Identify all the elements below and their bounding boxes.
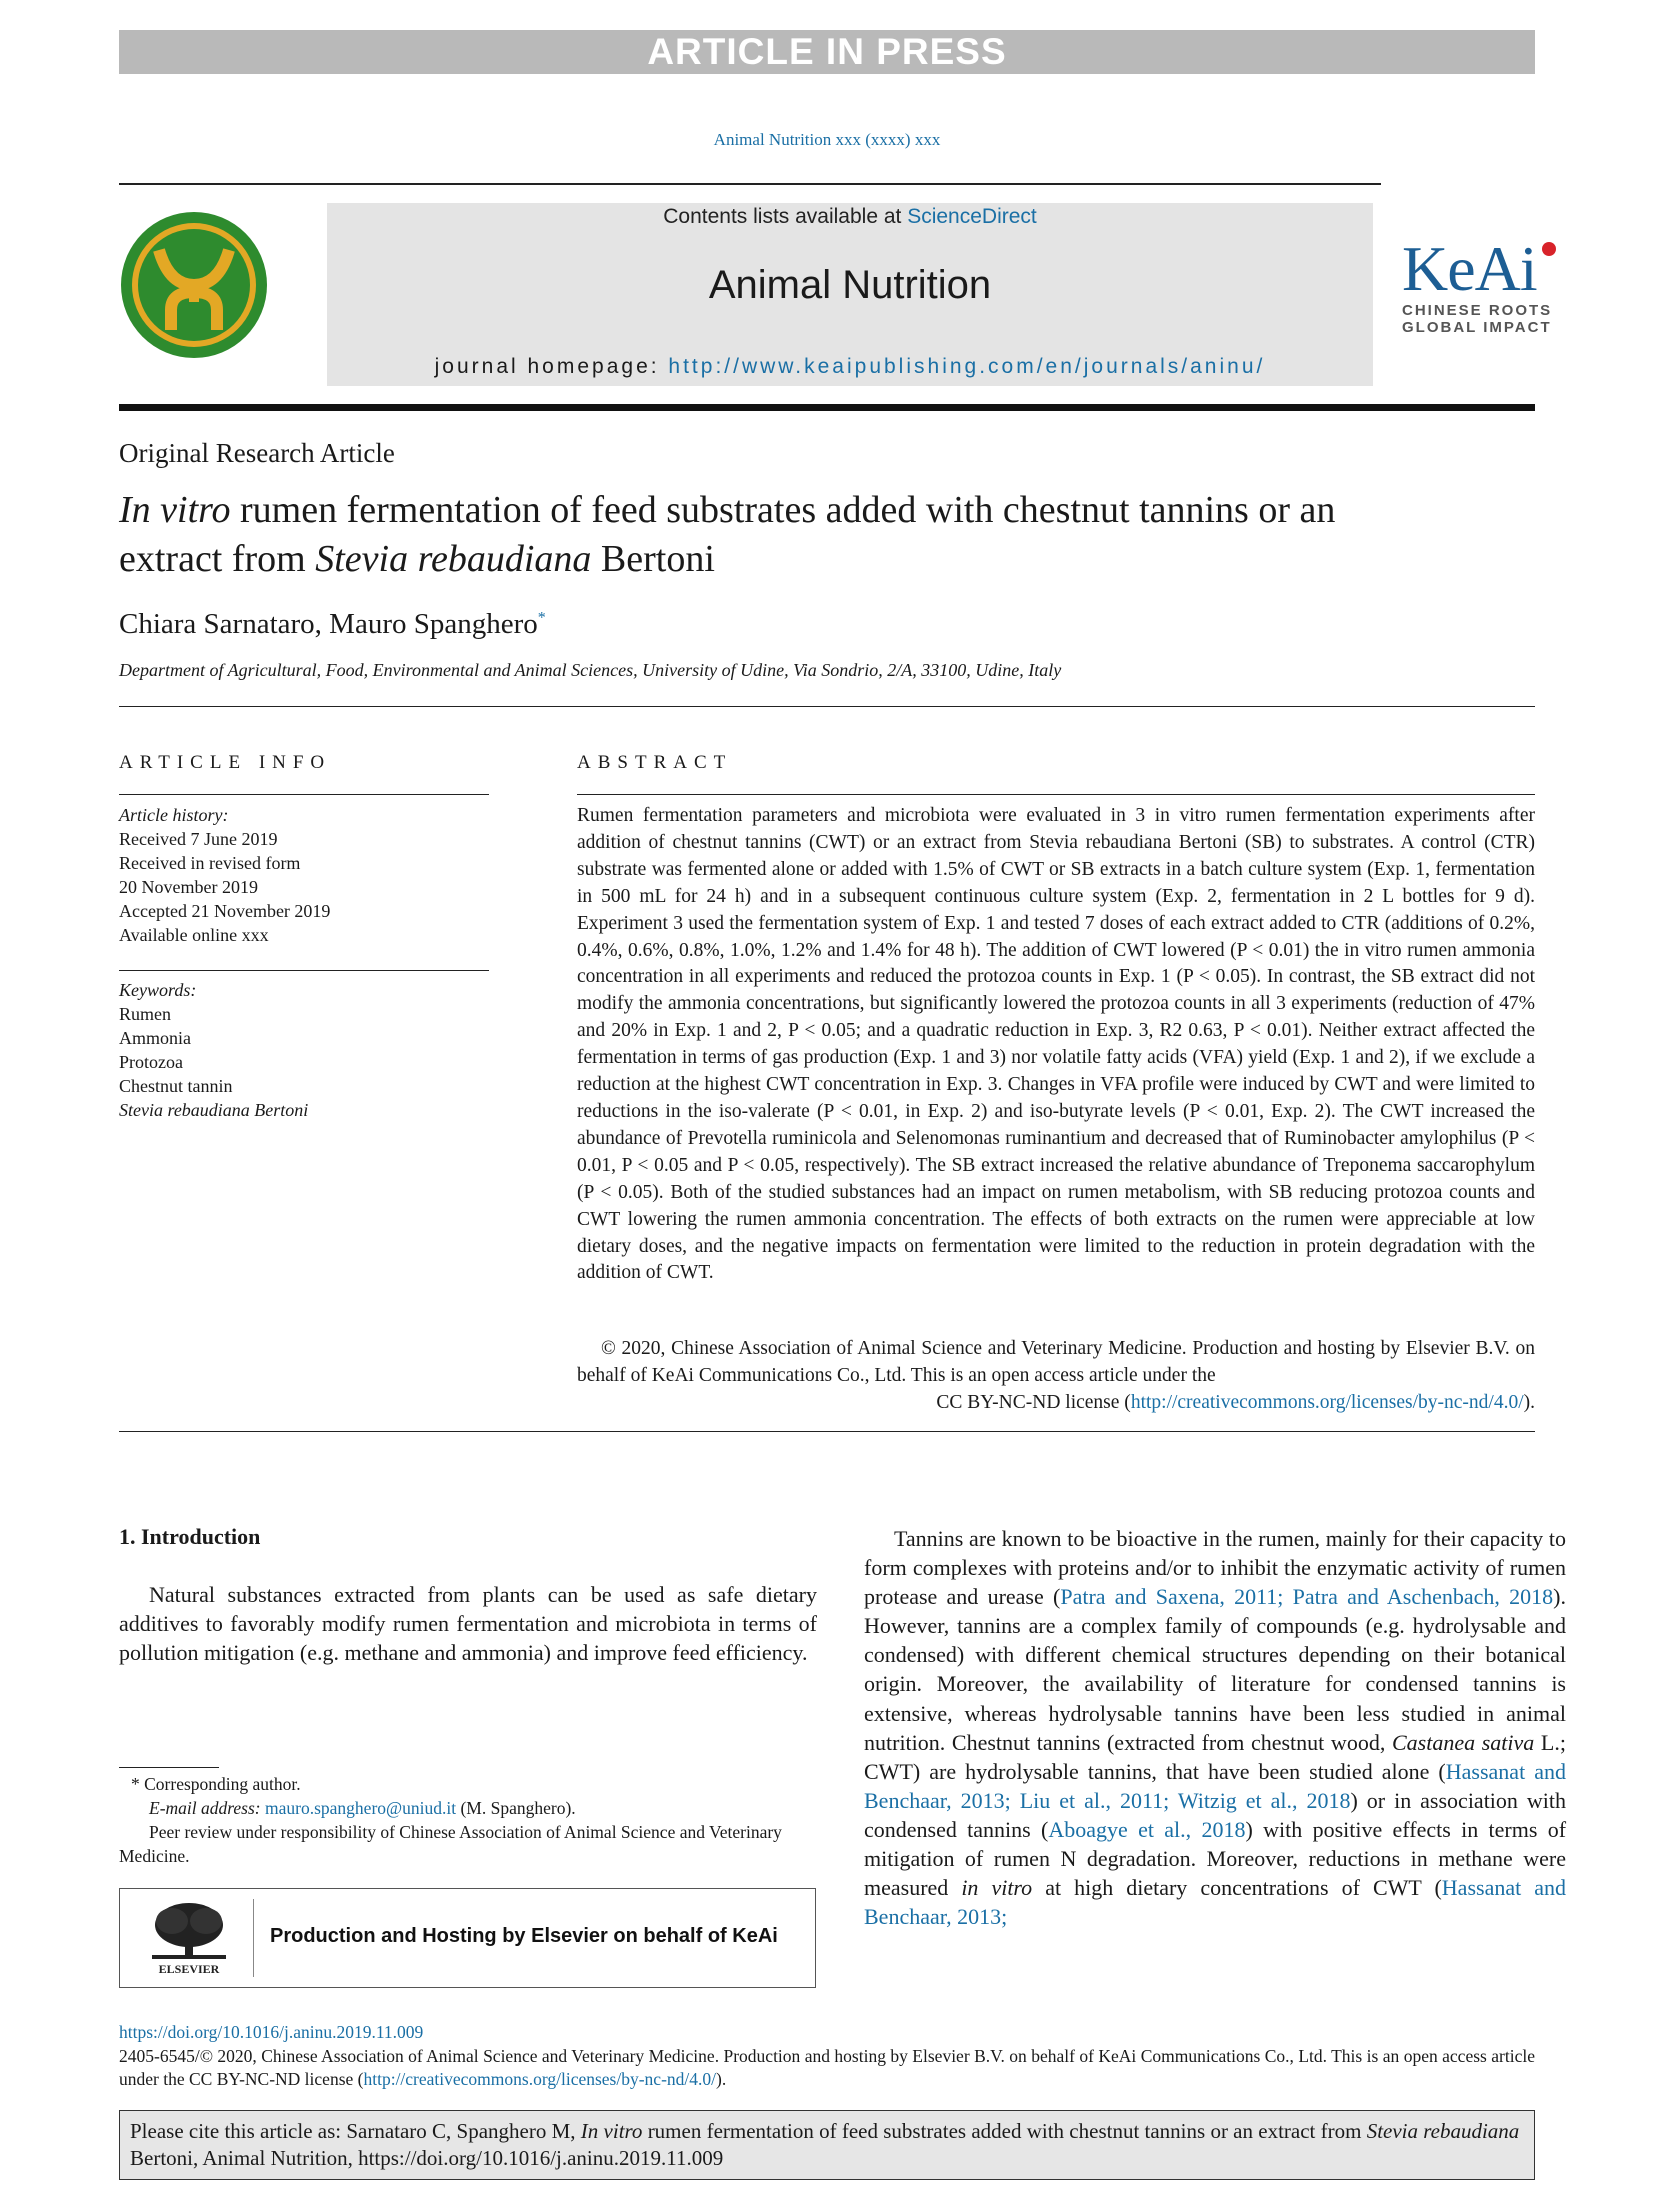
homepage-link[interactable]: http://www.keaipublishing.com/en/journals/aninu/ [668, 355, 1266, 378]
keai-dot-icon [1542, 242, 1556, 256]
contents-line [327, 205, 1373, 229]
header-thick-rule [119, 404, 1535, 411]
keai-logo [1402, 233, 1562, 336]
citation-link[interactable]: Hassanat and Benchaar, 2013; [864, 1875, 1566, 1930]
article-title [119, 486, 1419, 584]
homepage-prefix: journal homepage: [434, 355, 669, 378]
keywords-label: Keywords: [119, 980, 197, 1000]
copyright-license-line [577, 1390, 1535, 1417]
elsevier-hosting-box [119, 1888, 816, 1988]
cite-middle: rumen fermentation of feed substrates added with chestnut tannins or an extract from [642, 2119, 1367, 2143]
citation-link[interactable]: Aboagye et al., 2018 [1048, 1816, 1246, 1842]
copyright-line: © 2020, Chinese Association of Animal Science and Veterinary Medicine. Production and hosting by Elsevier B.V. on behalf of KeAi Communications Co., Ltd. This is an open access article under the [577, 1338, 1535, 1386]
citation-text [120, 2111, 1534, 2179]
citation-link[interactable]: Hassanat and Benchaar, 2013; Liu et al., 2011; Witzig et al., 2018 [864, 1758, 1566, 1813]
issn-license-link[interactable]: http://creativecommons.org/licenses/by-nc-nd/4.0/ [363, 2069, 716, 2089]
title-text-1: rumen fermentation of feed substrates added with chestnut tannins or an extract from [119, 489, 1336, 580]
history-item: Accepted 21 November 2019 [119, 901, 331, 921]
cite-suffix: Bertoni, Animal Nutrition, https://doi.org/10.1016/j.aninu.2019.11.009 [130, 2146, 724, 2170]
intro-italic: in vitro [961, 1875, 1033, 1901]
journal-reference[interactable]: Animal Nutrition xxx (xxxx) xxx [713, 130, 941, 149]
article-history [119, 803, 330, 947]
corresponding-author-mark[interactable]: * [537, 609, 546, 627]
footnotes [119, 1772, 817, 1868]
header-rule [119, 183, 1381, 185]
history-item: Received 7 June 2019 [119, 829, 278, 849]
abstract-end-rule [119, 1431, 1535, 1432]
introduction-left-paragraph: Natural substances extracted from plants can be used as safe dietary additives to favorably modify rumen fermentation and microbiota in terms of pollution mitigation (e.g. methane and ammonia) and improve feed efficiency. [119, 1582, 817, 1665]
email-note [119, 1796, 817, 1820]
article-info-heading: ARTICLE INFO [119, 752, 332, 773]
intro-text: at high dietary concentrations of CWT ( [1032, 1875, 1442, 1901]
citation-box [119, 2110, 1535, 2180]
authors [119, 608, 546, 641]
email-link[interactable]: mauro.spanghero@uniud.it [265, 1798, 457, 1818]
history-label: Article history: [119, 805, 229, 825]
abstract-heading: ABSTRACT [577, 752, 733, 773]
intro-italic: Castanea sativa [1391, 1729, 1535, 1755]
intro-text: ). However, tannins are a complex family of compounds (e.g. hydrolysable and condensed) with different chemical structures depending on their botanical origin. Moreover, the availability of literature for condensed tannins is extensive, whereas hydrolysable tannins have been less studied in animal nutrition. Chestnut tannins (extracted from chestnut wood, [864, 1584, 1566, 1755]
footnote-rule [119, 1767, 219, 1768]
issn-suffix: ). [716, 2069, 727, 2089]
affiliation: Department of Agricultural, Food, Environmental and Animal Sciences, University of Udine, Via Sondrio, 2/A, 33100, Udine, Italy [119, 660, 1062, 680]
elsevier-logo-text: ELSEVIER [158, 1962, 220, 1976]
author-names: Chiara Sarnataro, Mauro Spanghero [119, 608, 538, 640]
keai-word: KeAi [1402, 233, 1537, 304]
license-link[interactable]: http://creativecommons.org/licenses/by-nc-nd/4.0/ [1130, 1391, 1524, 1413]
contents-prefix: Contents lists available at [663, 205, 908, 228]
introduction-heading: 1. Introduction [119, 1524, 261, 1549]
history-item: 20 November 2019 [119, 877, 258, 897]
title-text-2: Bertoni [591, 538, 715, 580]
intro-text: ) or in association with condensed tannins ( [864, 1787, 1566, 1842]
cite-italic: In vitro [580, 2119, 643, 2143]
elsevier-tree-logo-icon [132, 1899, 247, 1977]
citation-link[interactable]: Patra and Saxena, 2011; Patra and Aschenbach, 2018 [1060, 1584, 1554, 1610]
abstract-text [577, 803, 1535, 1287]
license-prefix: CC BY-NC-ND license ( [936, 1391, 1131, 1413]
abstract-paragraph: Rumen fermentation parameters and microbiota were evaluated in 3 in vitro rumen fermentation experiments after addition of chestnut tannins (CWT) or an extract from Stevia rebaudiana Bertoni (SB) to substrates. A control (CTR) substrate was fermented alone or added with 1.5% of CWT or SB extracts in a batch culture system (Exp. 1, fermentation in 500 mL for 24 h) and in a subsequent continuous culture system (Exp. 2, fermentation in 2 L bottles for 9 d). Experiment 3 used the fermentation system of Exp. 1 and tested 7 doses of each extract added to CTR (additions of 0.2%, 0.4%, 0.6%, 0.8%, 1.0%, 1.2% and 1.4% for 48 h). The addition of CWT lowered (P < 0.01) the in vitro rumen ammonia concentration in all experiments and reduced the protozoa counts in Exp. 1 (P < 0.05). In contrast, the SB extract did not modify the ammonia concentrations, but significantly lowered the protozoa counts in all 3 experiments (reduction of 47% and 20% in Exp. 1 and 2, P < 0.05; and a quadratic reduction in Exp. 3, R2 0.63, P < 0.01). Neither extract affected the fermentation in terms of gas production (Exp. 1 and 3) nor volatile fatty acids (VFA) yield (Exp. 1 and 2), if we exclude a reduction at the highest CWT concentration in Exp. 3. Changes in VFA profile were induced by CWT and were limited to reductions in the iso-valerate (P < 0.01, in Exp. 2) and iso-butyrate levels (P < 0.01, Exp. 2). The CWT increased the abundance of Prevotella ruminicola and Selenomonas ruminantium and decreased that of Ruminobacter amylophilus (P < 0.01, P < 0.05 and P < 0.05, respectively). The SB extract increased the relative abundance of Treponema saccarophylum (P < 0.05). Both of the studied substances had an impact on rumen metabolism, with SB reducing protozoa counts and CWT lowering the rumen ammonia concentration. The effects of both extracts on the rumen were appreciable at low dietary doses, and the negative impacts on fermentation were limited to the reduction in protein degradation with the addition of CWT. [577, 805, 1535, 1284]
sciencedirect-link[interactable]: ScienceDirect [907, 205, 1037, 228]
doi-link[interactable]: https://doi.org/10.1016/j.aninu.2019.11.009 [119, 2022, 424, 2042]
abstract-copyright [577, 1336, 1535, 1417]
keyword: Ammonia [119, 1028, 191, 1048]
keywords [119, 978, 308, 1122]
journal-header-box [327, 203, 1373, 386]
intro-text: Tannins are known to be bioactive in the rumen, mainly for their capacity to form complexes with proteins and/or to inhibit the enzymatic activity of rumen protease and urease ( [864, 1526, 1566, 1610]
issn-copyright [119, 2045, 1535, 2091]
history-item: Available online xxx [119, 925, 269, 945]
intro-text: ) with positive effects in terms of mitigation of rumen N degradation. Moreover, reductions in methane were measured [864, 1816, 1567, 1901]
homepage-line [327, 355, 1373, 379]
issn-text: 2405-6545/© 2020, Chinese Association of Animal Science and Veterinary Medicine. Production and hosting by Elsevier B.V. on behalf of KeAi Communications Co., Ltd. This is an open access article under the CC BY-NC-ND license ( [119, 2046, 1535, 2089]
cite-prefix: Please cite this article as: Sarnataro C, Spanghero M, [130, 2119, 581, 2143]
article-info-rule [119, 794, 489, 795]
article-in-press-banner: ARTICLE IN PRESS [119, 30, 1535, 74]
keywords-rule [119, 970, 489, 971]
keai-tagline-1: CHINESE ROOTS [1402, 302, 1553, 319]
cite-italic: Stevia rebaudiana [1366, 2119, 1520, 2143]
keyword: Chestnut tannin [119, 1076, 233, 1096]
title-italic-2: Stevia rebaudiana [315, 538, 592, 580]
article-type: Original Research Article [119, 438, 395, 468]
keyword: Rumen [119, 1004, 171, 1024]
elsevier-divider [253, 1899, 254, 1977]
license-suffix: ). [1523, 1391, 1535, 1413]
keai-tagline-2: GLOBAL IMPACT [1402, 319, 1552, 336]
history-item: Received in revised form [119, 853, 301, 873]
email-suffix: (M. Spanghero). [456, 1798, 576, 1818]
peer-review-note: Peer review under responsibility of Chinese Association of Animal Science and Veterinary Medicine. [119, 1822, 782, 1866]
journal-name: Animal Nutrition [708, 263, 992, 307]
title-italic-1: In vitro [119, 489, 231, 531]
intro-text: L.; CWT) are hydrolysable tannins, that have been studied alone ( [864, 1729, 1566, 1784]
keyword: Protozoa [119, 1052, 183, 1072]
keyword: Stevia rebaudiana Bertoni [119, 1100, 309, 1120]
elsevier-hosting-text: Production and Hosting by Elsevier on behalf of KeAi [270, 1925, 778, 1947]
animal-nutrition-logo-icon [119, 210, 269, 360]
introduction-right-paragraph [864, 1524, 1566, 1931]
abstract-rule [577, 794, 1535, 795]
email-label: E-mail address: [149, 1798, 266, 1818]
corresponding-author-note: * Corresponding author. [131, 1774, 301, 1794]
affiliation-rule [119, 706, 1535, 707]
